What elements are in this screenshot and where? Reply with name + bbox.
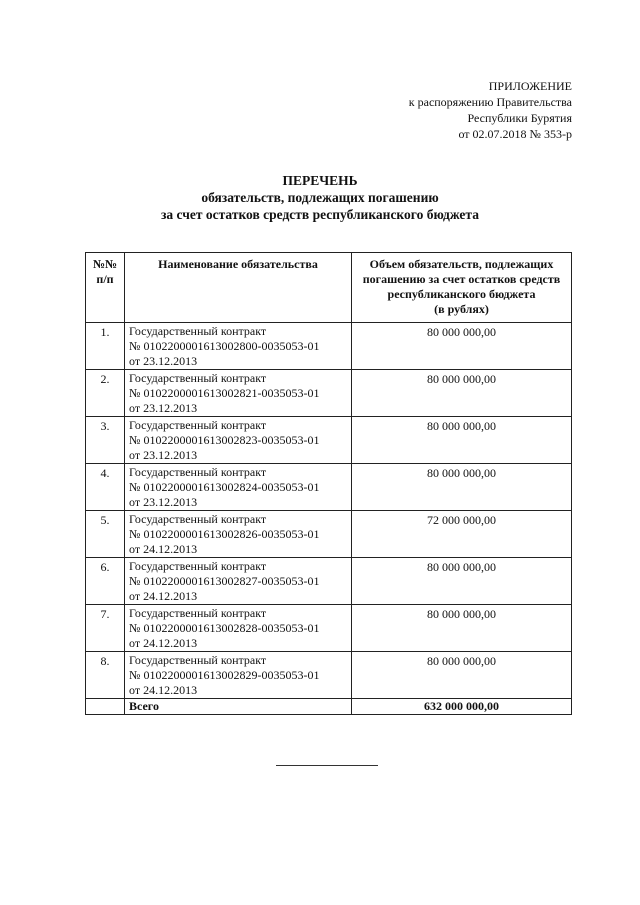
title-line-1: ПЕРЕЧЕНЬ — [282, 173, 358, 188]
contract-date: от 24.12.2013 — [129, 683, 198, 697]
table-row — [86, 417, 572, 464]
table-row — [86, 652, 572, 699]
row-amount: 80 000 000,00 — [352, 652, 572, 699]
row-obligation — [125, 464, 352, 511]
row-number: 4. — [86, 464, 125, 511]
row-amount: 80 000 000,00 — [352, 464, 572, 511]
row-amount: 80 000 000,00 — [352, 323, 572, 370]
contract-number: № 0102200001613002823-0035053-01 — [129, 433, 320, 447]
appendix-block — [409, 78, 572, 142]
title-line-2: обязательств, подлежащих погашению — [201, 190, 439, 205]
contract-number: № 0102200001613002827-0035053-01 — [129, 574, 320, 588]
appendix-heading: ПРИЛОЖЕНИЕ — [488, 79, 572, 93]
header-name: Наименование обязательства — [125, 253, 352, 323]
contract-date: от 24.12.2013 — [129, 589, 198, 603]
header-amount-line-1: Объем обязательств, подлежащих — [369, 257, 554, 271]
document-title — [0, 172, 640, 223]
appendix-government: Республики Бурятия — [467, 111, 572, 125]
contract-type: Государственный контракт — [129, 371, 267, 385]
row-obligation — [125, 417, 352, 464]
row-number: 5. — [86, 511, 125, 558]
total-amount: 632 000 000,00 — [352, 699, 572, 715]
contract-date: от 23.12.2013 — [129, 354, 198, 368]
contract-number: № 0102200001613002826-0035053-01 — [129, 527, 320, 541]
total-number-cell — [86, 699, 125, 715]
row-number: 3. — [86, 417, 125, 464]
row-amount: 80 000 000,00 — [352, 558, 572, 605]
row-obligation — [125, 652, 352, 699]
contract-type: Государственный контракт — [129, 465, 267, 479]
contract-number: № 0102200001613002829-0035053-01 — [129, 668, 320, 682]
contract-number: № 0102200001613002824-0035053-01 — [129, 480, 320, 494]
contract-date: от 24.12.2013 — [129, 542, 198, 556]
row-number: 1. — [86, 323, 125, 370]
contract-type: Государственный контракт — [129, 559, 267, 573]
contract-type: Государственный контракт — [129, 324, 267, 338]
row-obligation — [125, 323, 352, 370]
row-obligation — [125, 605, 352, 652]
contract-number: № 0102200001613002821-0035053-01 — [129, 386, 320, 400]
table-row — [86, 323, 572, 370]
table-row — [86, 464, 572, 511]
row-obligation — [125, 558, 352, 605]
contract-type: Государственный контракт — [129, 606, 267, 620]
row-obligation — [125, 370, 352, 417]
contract-type: Государственный контракт — [129, 512, 267, 526]
row-number: 8. — [86, 652, 125, 699]
header-amount-line-2: погашению за счет остатков средств — [362, 272, 561, 286]
header-number-line-2: п/п — [96, 272, 114, 286]
table-row — [86, 370, 572, 417]
contract-number: № 0102200001613002828-0035053-01 — [129, 621, 320, 635]
contract-date: от 23.12.2013 — [129, 495, 198, 509]
contract-date: от 24.12.2013 — [129, 636, 198, 650]
table-total-row — [86, 699, 572, 715]
contract-date: от 23.12.2013 — [129, 401, 198, 415]
row-amount: 80 000 000,00 — [352, 370, 572, 417]
header-number — [86, 253, 125, 323]
contract-date: от 23.12.2013 — [129, 448, 198, 462]
contract-type: Государственный контракт — [129, 653, 267, 667]
header-amount-line-3: республиканского бюджета — [387, 287, 536, 301]
table-header-row — [86, 253, 572, 323]
end-divider — [276, 765, 378, 766]
row-number: 7. — [86, 605, 125, 652]
header-amount — [352, 253, 572, 323]
table-row — [86, 558, 572, 605]
contract-number: № 0102200001613002800-0035053-01 — [129, 339, 320, 353]
header-amount-line-4: (в рублях) — [434, 302, 489, 316]
row-amount: 80 000 000,00 — [352, 605, 572, 652]
appendix-order-date: от 02.07.2018 № 353-р — [458, 127, 572, 141]
table-row — [86, 605, 572, 652]
title-line-3: за счет остатков средств республиканского бюджета — [161, 207, 479, 222]
row-amount: 72 000 000,00 — [352, 511, 572, 558]
total-label: Всего — [125, 699, 352, 715]
appendix-reference: к распоряжению Правительства — [408, 95, 572, 109]
table-row — [86, 511, 572, 558]
contract-type: Государственный контракт — [129, 418, 267, 432]
obligations-table — [85, 252, 572, 715]
row-number: 2. — [86, 370, 125, 417]
row-amount: 80 000 000,00 — [352, 417, 572, 464]
row-number: 6. — [86, 558, 125, 605]
row-obligation — [125, 511, 352, 558]
header-number-line-1: №№ — [92, 257, 118, 271]
